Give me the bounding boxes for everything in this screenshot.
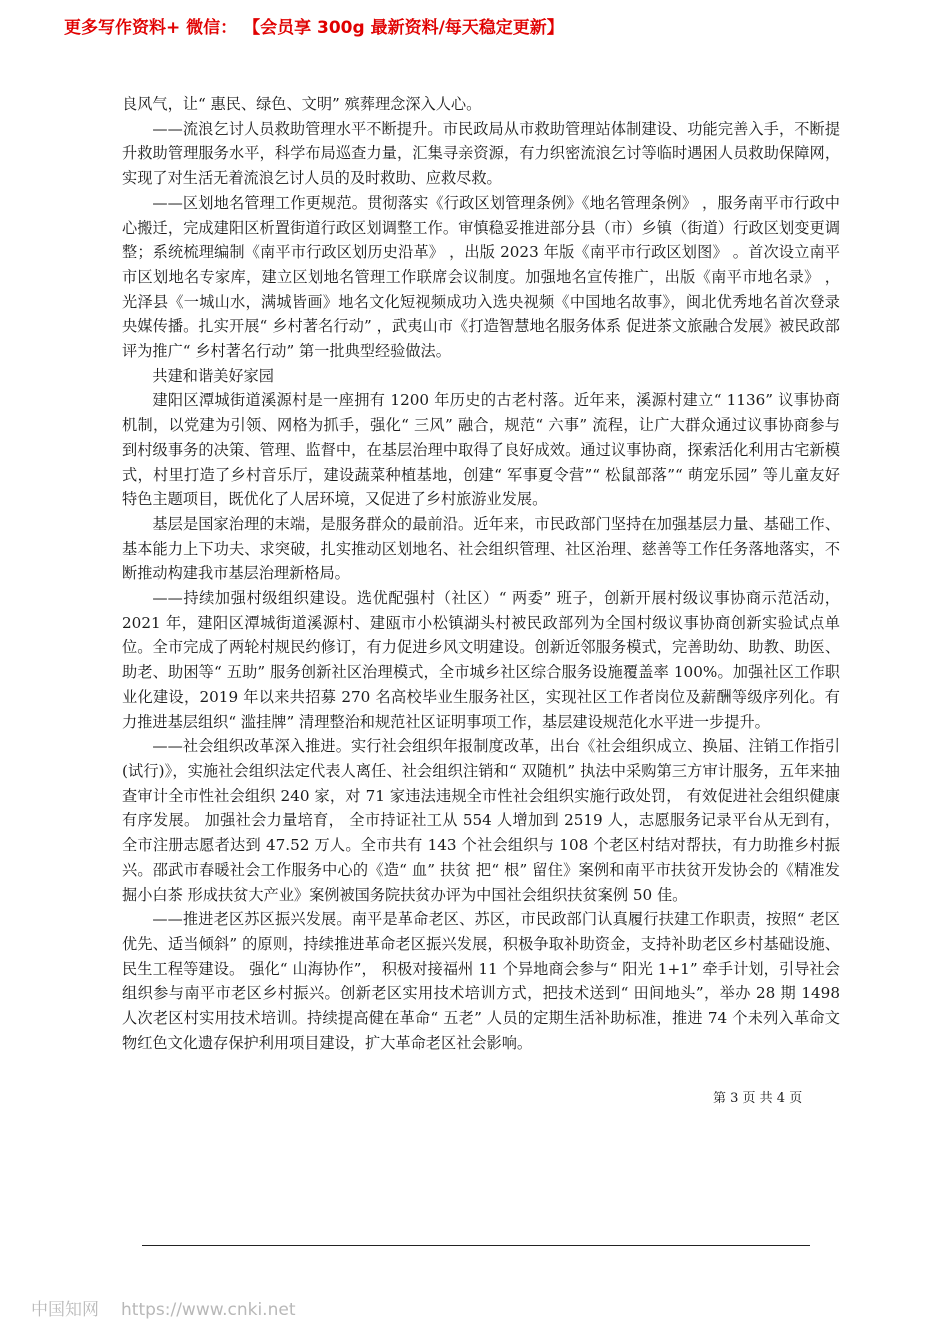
paragraph-old-revolutionary-areas: ——推进老区苏区振兴发展。南平是革命老区、苏区，市民政部门认真履行扶建工作职责，按照“ 老区优先、适当倾斜” 的原则，持续推进革命老区振兴发展，积极争取补助资金，支持补助老区乡村基础设施、 民生工程等建设。 强化“ 山海协作”， 积极对接福州 11 个异地商会参与“ 阳光 1+1” 牵手计划，引导社会组织参与南平市老区乡村振兴。创新老区实用技术培训方式，把技术送到“ 田间地头”，举办 28 期 1498 人次老区村实用技术培训。持续提高健在革命“ 五老” 人员的定期生活补助标准，推进 74 个未列入革命文物红色文化遗存保护利用项目建设，扩大革命老区社会影响。 [122, 910, 840, 1052]
paragraph-continuation: 良风气，让“ 惠民、绿色、文明” 殡葬理念深入人心。 [122, 95, 482, 113]
paragraph-village-organizations: ——持续加强村级组织建设。选优配强村（社区）“ 两委” 班子，创新开展村级议事协商示范活动，2021 年，建阳区潭城街道溪源村、建瓯市小松镇湖头村被民政部列为全国村级议事协商创新实验试点单位。全市完成了两轮村规民约修订，有力促进乡风文明建设。创新近邻服务模式，完善助幼、助教、助医、助老、助困等“ 五助” 服务创新社区治理模式，全市城乡社区综合服务设施覆盖率 100%。加强社区工作职业化建设，2019 年以来共招募 270 名高校毕业生服务社区，实现社区工作者岗位及薪酬等级序列化。有力推进基层组织“ 滥挂牌” 清理整治和规范社区证明事项工作，基层建设规范化水平进一步提升。 [122, 589, 840, 731]
page-number: 第 3 页 共 4 页 [713, 1091, 803, 1106]
section-heading: 共建和谐美好家园 [152, 366, 274, 385]
document-body [122, 92, 840, 1055]
footer-divider [142, 1245, 810, 1246]
watermark-brand: 中国知网 [31, 1300, 99, 1320]
paragraph-place-names: ——区划地名管理工作更规范。贯彻落实《行政区划管理条例》《地名管理条例》 ，服务南平市行政中心搬迁，完成建阳区析置街道行政区划调整工作。审慎稳妥推进部分县（市）乡镇（街道）行政区划变更调整；系统梳理编制《南平市行政区划历史沿革》 ，出版 2023 年版《南平市行政区划图》 。首次设立南平市区划地名专家库，建立区划地名管理工作联席会议制度。加强地名宣传推广，出版《南平市地名录》 ，光泽县《一城山水，满城皆画》地名文化短视频成功入选央视频《中国地名故事》，闽北优秀地名首次登录央媒传播。扎实开展“ 乡村著名行动” ，武夷山市《打造智慧地名服务体系 促进茶文旅融合发展》被民政部评为推广“ 乡村著名行动” 第一批典型经验做法。 [122, 193, 840, 361]
promo-banner: 更多写作资料+ 微信： 【会员享 300g 最新资料/每天稳定更新】 [64, 18, 564, 38]
paragraph-xiyuan-village: 建阳区潭城街道溪源村是一座拥有 1200 年历史的古老村落。近年来，溪源村建立“ 1136” 议事协商机制，以党建为引领、网格为抓手，强化“ 三风” 融合，规范“ 六事” 流程，让广大群众通过议事协商参与到村级事务的决策、管理、监督中，在基层治理中取得了良好成效。通过议事协商，探索活化利用古宅新模式，村里打造了乡村音乐厅，建设蔬菜种植基地，创建“ 军事夏令营”“ 松鼠部落”“ 萌宠乐园” 等儿童友好特色主题项目，既优化了人居环境，又促进了乡村旅游业发展。 [122, 391, 840, 509]
watermark-url: https://www.cnki.net [121, 1300, 296, 1320]
paragraph-social-organizations: ——社会组织改革深入推进。实行社会组织年报制度改革，出台《社会组织成立、换届、注销工作指引(试行)》，实施社会组织法定代表人离任、社会组织注销和“ 双随机” 执法中采购第三方审计服务，五年来抽查审计全市性社会组织 240 家，对 71 家违法违规全市性社会组织实施行政处罚， 有效促进社会组织健康有序发展。 加强社会力量培育， 全市持证社工从 554 人增加到 2519 人，志愿服务记录平台从无到有，全市注册志愿者达到 47.52 万人。全市共有 143 个社会组织与 108 个老区村结对帮扶，有力助推乡村振兴。邵武市春暖社会工作服务中心的《造“ 血” 扶贫 把“ 根” 留住》案例和南平市扶贫开发协会的《精准发掘小白茶 形成扶贫大产业》案例被国务院扶贫办评为中国社会组织扶贫案例 50 佳。 [122, 737, 840, 904]
paragraph-grassroots: 基层是国家治理的末端，是服务群众的最前沿。近年来，市民政部门坚持在加强基层力量、基础工作、基本能力上下功夫、求突破，扎实推动区划地名、社会组织管理、社区治理、慈善等工作任务落地落实，不断推动构建我市基层治理新格局。 [122, 514, 840, 583]
paragraph-vagrant-rescue: ——流浪乞讨人员救助管理水平不断提升。市民政局从市救助管理站体制建设、功能完善入手，不断提升救助管理服务水平，科学布局巡查力量，汇集寻亲资源，有力织密流浪乞讨等临时遇困人员救助保障网，实现了对生活无着流浪乞讨人员的及时救助、应救尽救。 [122, 119, 840, 188]
cnki-watermark [31, 1295, 317, 1320]
